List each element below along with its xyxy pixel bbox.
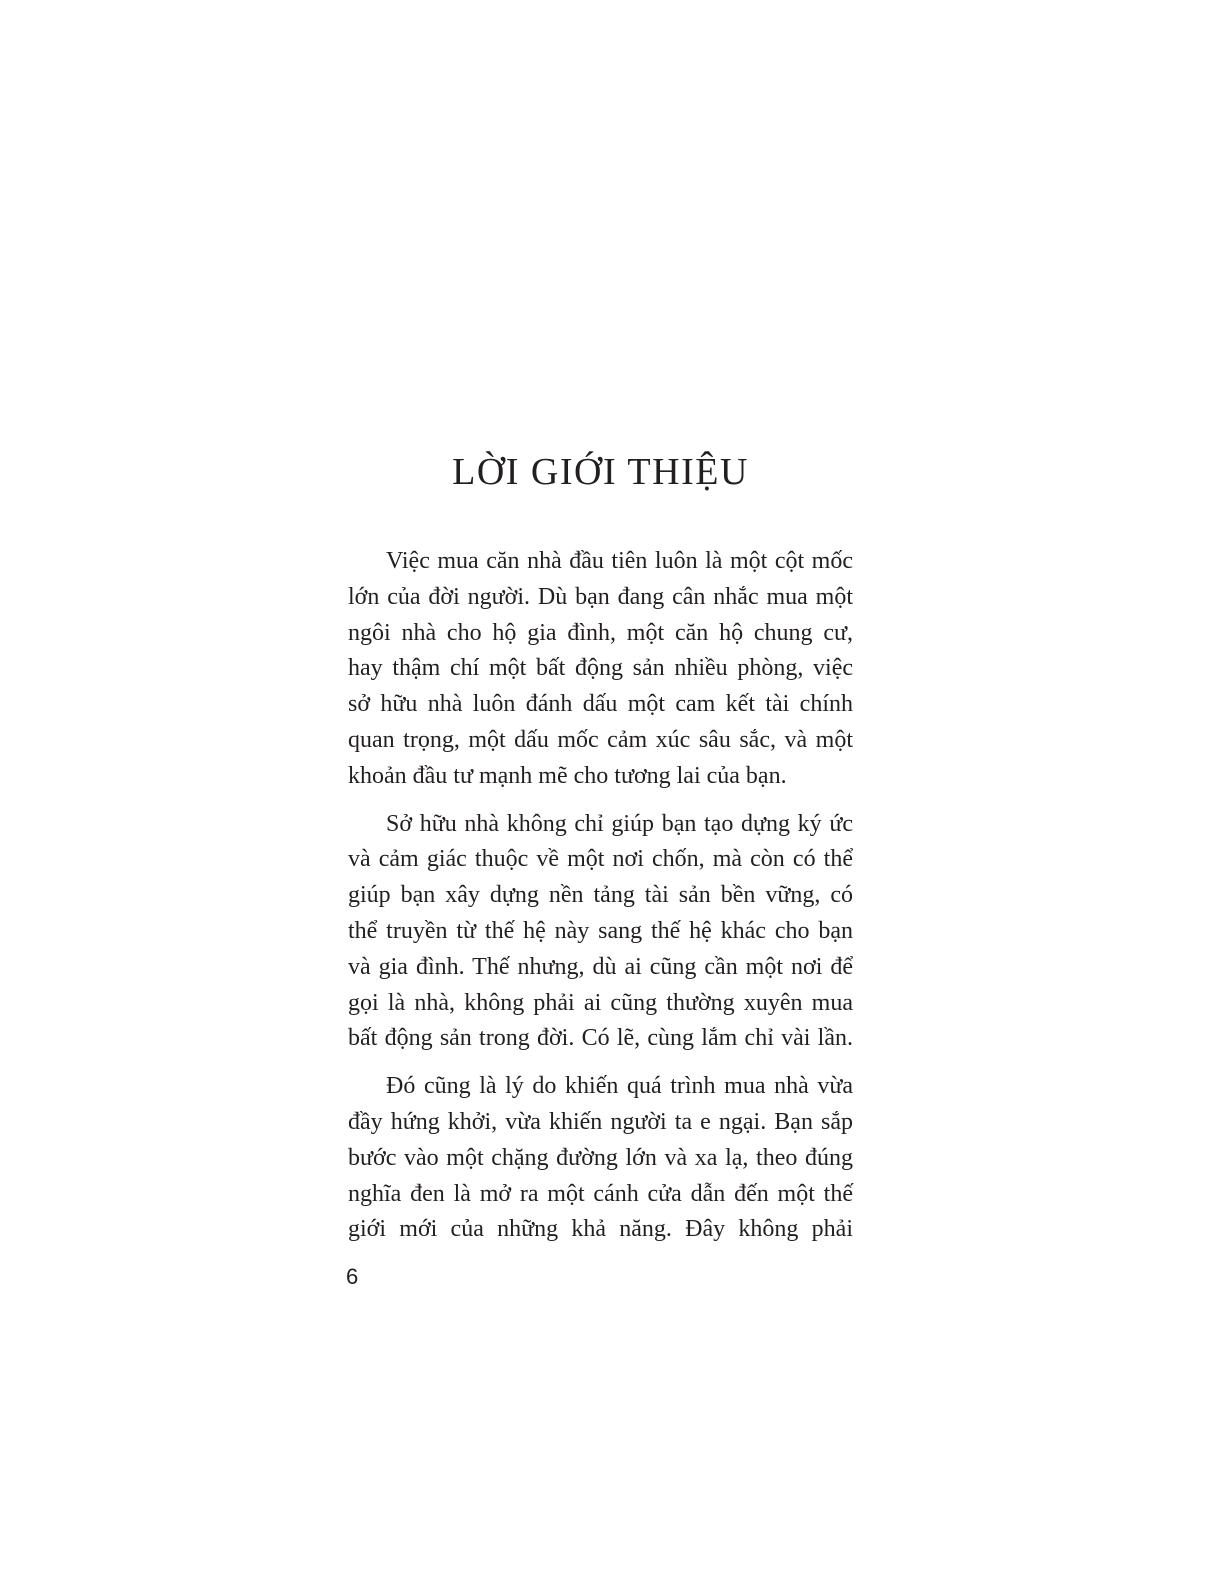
text-line: Việc mua căn nhà đầu tiên luôn là một cột mốc <box>386 548 853 574</box>
text-line: đầy hứng khởi, vừa khiến người ta e ngại. Bạn sắp <box>348 1108 853 1135</box>
text-line: Sở hữu nhà không chỉ giúp bạn tạo dựng ký ức <box>386 810 853 837</box>
text-line: sở hữu nhà luôn đánh dấu một cam kết tài chính <box>348 691 853 718</box>
body-text <box>348 544 853 1260</box>
text-line: khoản đầu tư mạnh mẽ cho tương lai của bạn. <box>348 762 787 789</box>
text-line: ngôi nhà cho hộ gia đình, một căn hộ chung cư, <box>348 619 853 646</box>
text-line: giới mới của những khả năng. Đây không phải <box>348 1216 853 1243</box>
text-line: nghĩa đen là mở ra một cánh cửa dẫn đến một thế <box>348 1180 853 1207</box>
text-line: lớn của đời người. Dù bạn đang cân nhắc mua một <box>348 583 853 610</box>
text-line: quan trọng, một dấu mốc cảm xúc sâu sắc, và một <box>348 726 853 753</box>
paragraph-1 <box>348 544 853 795</box>
text-line: Đó cũng là lý do khiến quá trình mua nhà vừa <box>386 1073 853 1100</box>
text-line: thể truyền từ thế hệ này sang thế hệ khác cho bạn <box>348 917 853 944</box>
text-line: hay thậm chí một bất động sản nhiều phòng, việc <box>348 655 853 682</box>
text-line: giúp bạn xây dựng nền tảng tài sản bền vững, có <box>348 882 853 909</box>
text-line: bước vào một chặng đường lớn và xa lạ, theo đúng <box>348 1144 853 1171</box>
text-line: bất động sản trong đời. Có lẽ, cùng lắm chỉ vài lần. <box>348 1025 853 1052</box>
text-line: gọi là nhà, không phải ai cũng thường xuyên mua <box>348 989 853 1016</box>
page-number: 6 <box>346 1264 359 1289</box>
text-line: và gia đình. Thế nhưng, dù ai cũng cần một nơi để <box>348 953 853 980</box>
paragraph-2 <box>348 807 853 1058</box>
paragraph-3 <box>348 1069 853 1248</box>
text-line: và cảm giác thuộc về một nơi chốn, mà còn có thể <box>348 846 853 873</box>
chapter-title: LỜI GIỚI THIỆU <box>452 451 749 493</box>
